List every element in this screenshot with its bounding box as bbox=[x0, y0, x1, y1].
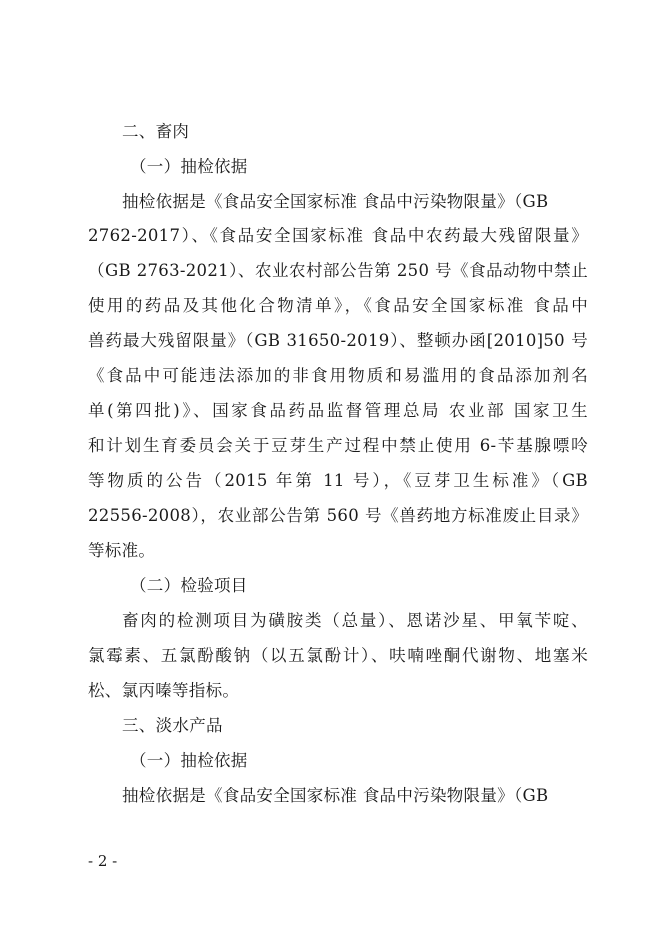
paragraph-line: 抽检依据是《食品安全国家标准 食品中污染物限量》（GB bbox=[122, 192, 549, 211]
paragraph-line: 使用的药品及其他化合物清单》，《食品安全国家标准 食品中 bbox=[88, 296, 588, 315]
paragraph-line: 等标准。 bbox=[88, 541, 156, 560]
page-number: - 2 - bbox=[88, 852, 118, 870]
paragraph-line: 等物质的公告（2015 年第 11 号），《豆芽卫生标准》（GB bbox=[88, 471, 588, 490]
paragraph-line: 松、氯丙嗪等指标。 bbox=[88, 681, 240, 700]
section-heading-livestock-meat: 二、畜肉 bbox=[122, 122, 190, 141]
paragraph-line: 2762-2017）、《食品安全国家标准 食品中农药最大残留限量》 bbox=[88, 226, 588, 245]
paragraph-line: 和计划生育委员会关于豆芽生产过程中禁止使用 6-苄基腺嘌呤 bbox=[88, 436, 588, 455]
subsection-heading-sampling-basis: （一）抽检依据 bbox=[130, 751, 248, 770]
paragraph-line: 单(第四批)》、国家食品药品监督管理总局 农业部 国家卫生 bbox=[88, 401, 588, 420]
paragraph-line: 《食品中可能违法添加的非食用物质和易滥用的食品添加剂名 bbox=[88, 366, 588, 385]
subsection-heading-sampling-basis: （一）抽检依据 bbox=[130, 157, 248, 176]
paragraph-line: 畜肉的检测项目为磺胺类（总量）、恩诺沙星、甲氧苄啶、 bbox=[122, 611, 588, 630]
paragraph-line: 兽药最大残留限量》（GB 31650-2019）、整顿办函[2010]50 号 bbox=[88, 331, 588, 350]
paragraph-line: 抽检依据是《食品安全国家标准 食品中污染物限量》（GB bbox=[122, 786, 549, 805]
paragraph-line: 22556-2008），农业部公告第 560 号《兽药地方标准废止目录》 bbox=[88, 506, 588, 525]
subsection-heading-test-items: （二）检验项目 bbox=[130, 576, 248, 595]
paragraph-line: 氯霉素、五氯酚酸钠（以五氯酚计）、呋喃唑酮代谢物、地塞米 bbox=[88, 646, 588, 665]
section-heading-freshwater-products: 三、淡水产品 bbox=[122, 716, 223, 735]
paragraph-line: （GB 2763-2021）、农业农村部公告第 250 号《食品动物中禁止 bbox=[88, 261, 588, 280]
